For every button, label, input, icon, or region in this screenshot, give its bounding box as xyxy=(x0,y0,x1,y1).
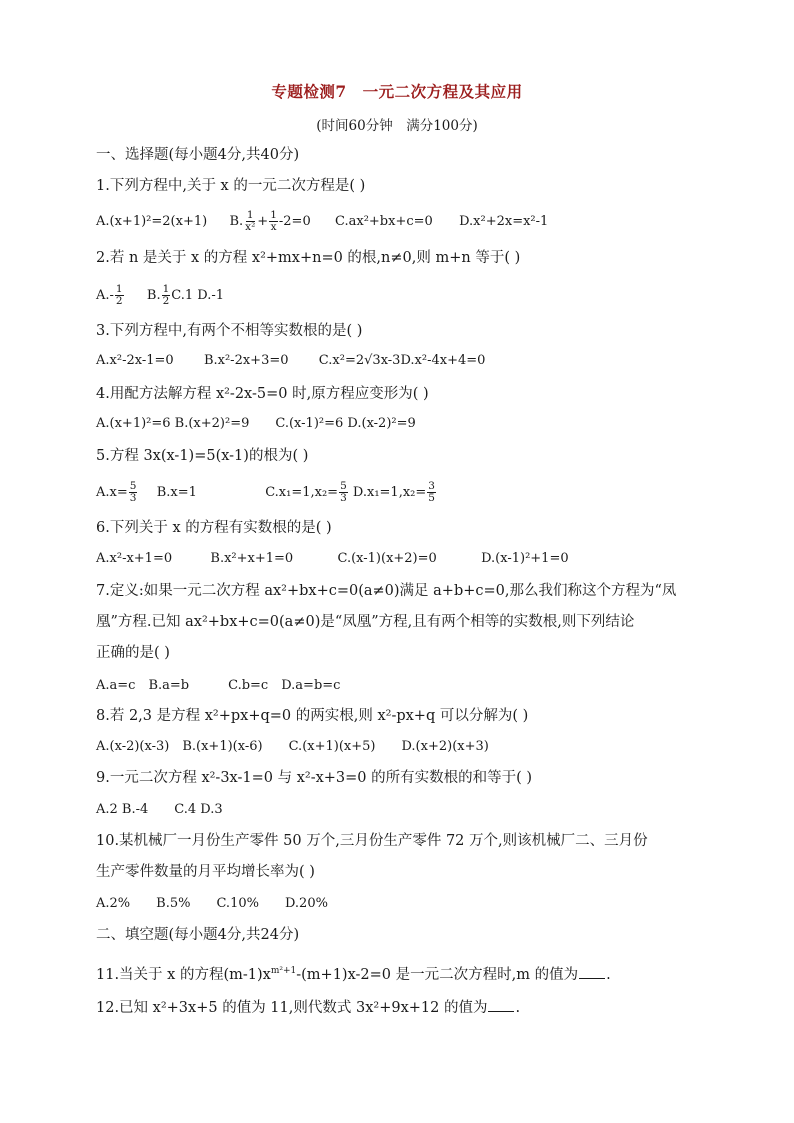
q11-exponent: m²+1 xyxy=(270,966,297,976)
question-3-stem: 3.下列方程中,有两个不相等实数根的是( ) xyxy=(96,323,363,339)
q2-b-numerator: 1 xyxy=(162,283,170,295)
q3-c-head: C.x²=2 xyxy=(318,353,365,368)
q1-b-tail: -2=0 xyxy=(278,214,311,229)
q5-option-a xyxy=(96,480,138,504)
question-7-options: A.a=c B.a=b C.b=c D.a=b=c xyxy=(96,678,341,693)
question-3-options xyxy=(96,351,698,371)
question-6-options xyxy=(96,549,698,569)
q6-option-c: C.(x-1)(x+2)=0 xyxy=(337,551,437,566)
q2-b-denominator: 2 xyxy=(162,295,170,307)
q2-b-label: B. xyxy=(146,288,161,303)
q5-c-fraction xyxy=(339,481,348,504)
question-4-options: A.(x+1)²=6 B.(x+2)²=9 C.(x-1)²=6 D.(x-2)²=9 xyxy=(96,416,416,431)
q5-a-numerator: 5 xyxy=(129,480,137,492)
page-title: 专题检测7 一元二次方程及其应用 xyxy=(271,82,523,101)
question-5-stem: 5.方程 3x(x-1)=5(x-1)的根为( ) xyxy=(96,448,309,464)
q3-c-tail: x-3D.x²-4x+4=0 xyxy=(380,353,486,368)
q2-a-numerator: 1 xyxy=(115,283,123,295)
q1-option-a: A.(x+1)²=2(x+1) xyxy=(96,214,208,229)
question-10-line-2: 生产零件数量的月平均增长率为( ) xyxy=(96,864,315,880)
q6-option-d: D.(x-1)²+1=0 xyxy=(481,551,569,566)
q6-option-b: B.x²+x+1=0 xyxy=(210,551,294,566)
q5-a-head: A.x= xyxy=(96,485,128,500)
q5-d-fraction xyxy=(427,481,436,504)
q1-option-d: D.x²+2x=x²-1 xyxy=(459,214,549,229)
q3-option-a: A.x²-2x-1=0 xyxy=(96,353,174,368)
q2-a-label: A.- xyxy=(96,288,114,303)
q5-option-c xyxy=(265,480,349,504)
q5-a-denominator: 3 xyxy=(129,492,137,504)
question-5-options xyxy=(96,481,698,504)
question-1-stem: 1.下列方程中,关于 x 的一元二次方程是( ) xyxy=(96,178,366,194)
question-8-stem: 8.若 2,3 是方程 x²+px+q=0 的两实根,则 x²-px+q 可以分解为( ) xyxy=(96,708,529,724)
q5-option-d xyxy=(352,480,437,504)
q2-option-a xyxy=(96,283,125,307)
q11-answer-blank[interactable] xyxy=(579,966,605,979)
q1-b-fraction-1 xyxy=(244,210,256,233)
question-7-line-1: 7.定义:如果一元二次方程 ax²+bx+c=0(a≠0)满足 a+b+c=0,那么我们称这个方程为“凤 xyxy=(96,583,677,599)
q3-option-b: B.x²-2x+3=0 xyxy=(203,353,289,368)
q1-b-f1-numerator: 1 xyxy=(246,209,254,221)
q2-a-fraction xyxy=(115,284,124,307)
page-subtitle: (时间60分钟 满分100分) xyxy=(316,118,478,134)
question-2-options xyxy=(96,284,698,307)
question-7-line-2: 凰”方程.已知 ax²+bx+c=0(a≠0)是“凤凰”方程,且有两个相等的实数根,则下列结论 xyxy=(96,614,635,630)
question-12 xyxy=(96,998,698,1018)
question-4-stem: 4.用配方法解方程 x²-2x-5=0 时,原方程应变形为( ) xyxy=(96,386,429,402)
q5-d-denominator: 5 xyxy=(428,492,435,504)
q3-c-root: √3 xyxy=(364,353,381,368)
question-10-line-1: 10.某机械厂一月份生产零件 50 万个,三月份生产零件 72 万个,则该机械厂二、三月份 xyxy=(96,833,648,849)
q2-option-cd: C.1 D.-1 xyxy=(171,288,225,303)
section-heading-fill-in: 二、填空题(每小题4分,共24分) xyxy=(96,927,300,943)
q3-option-c xyxy=(319,353,486,368)
q6-option-a: A.x²-x+1=0 xyxy=(96,551,173,566)
section-heading-choice: 一、选择题(每小题4分,共40分) xyxy=(96,147,300,163)
q12-answer-blank[interactable] xyxy=(488,999,514,1012)
question-1-options xyxy=(96,210,698,233)
q1-b-f2-denominator: x xyxy=(270,221,277,233)
q5-c-head: C.x₁=1,x₂= xyxy=(265,485,339,500)
q11-text-tail: -(m+1)x-2=0 是一元二次方程时,m 的值为 xyxy=(296,966,579,983)
q2-option-b xyxy=(146,283,171,307)
q11-period: . xyxy=(606,966,611,983)
q1-option-c: C.ax²+bx+c=0 xyxy=(335,214,433,229)
q2-a-denominator: 2 xyxy=(115,295,123,307)
q5-option-b: B.x=1 xyxy=(156,485,197,500)
question-8-options: A.(x-2)(x-3) B.(x+1)(x-6) C.(x+1)(x+5) D.(x+2)(x+3) xyxy=(96,739,489,754)
q1-b-f1-denominator: x² xyxy=(245,221,256,233)
q5-c-numerator: 5 xyxy=(340,480,347,492)
q1-b-fraction-2 xyxy=(269,210,278,233)
question-9-stem: 9.一元二次方程 x²-3x-1=0 与 x²-x+3=0 的所有实数根的和等于( ) xyxy=(96,770,533,786)
q1-b-plus: + xyxy=(257,214,269,229)
q5-d-head: D.x₁=1,x₂= xyxy=(352,485,427,500)
question-2-stem: 2.若 n 是关于 x 的方程 x²+mx+n=0 的根,n≠0,则 m+n 等于( ) xyxy=(96,250,521,266)
q5-d-numerator: 3 xyxy=(428,480,435,492)
q5-a-fraction xyxy=(129,481,138,504)
q12-text: 12.已知 x²+3x+5 的值为 11,则代数式 3x²+9x+12 的值为 xyxy=(96,1000,488,1016)
question-9-options: A.2 B.-4 C.4 D.3 xyxy=(96,802,223,817)
q1-option-b xyxy=(229,209,311,233)
question-7-line-3: 正确的是( ) xyxy=(96,645,170,661)
q1-b-label: B. xyxy=(229,214,244,229)
question-10-options: A.2% B.5% C.10% D.20% xyxy=(96,896,328,911)
q2-b-fraction xyxy=(162,284,171,307)
q12-period: . xyxy=(515,1000,521,1016)
q11-text-head: 11.当关于 x 的方程(m-1)x xyxy=(96,966,271,983)
question-11 xyxy=(96,961,698,985)
question-6-stem: 6.下列关于 x 的方程有实数根的是( ) xyxy=(96,520,332,536)
q1-b-f2-numerator: 1 xyxy=(270,209,277,221)
q5-c-denominator: 3 xyxy=(340,492,347,504)
